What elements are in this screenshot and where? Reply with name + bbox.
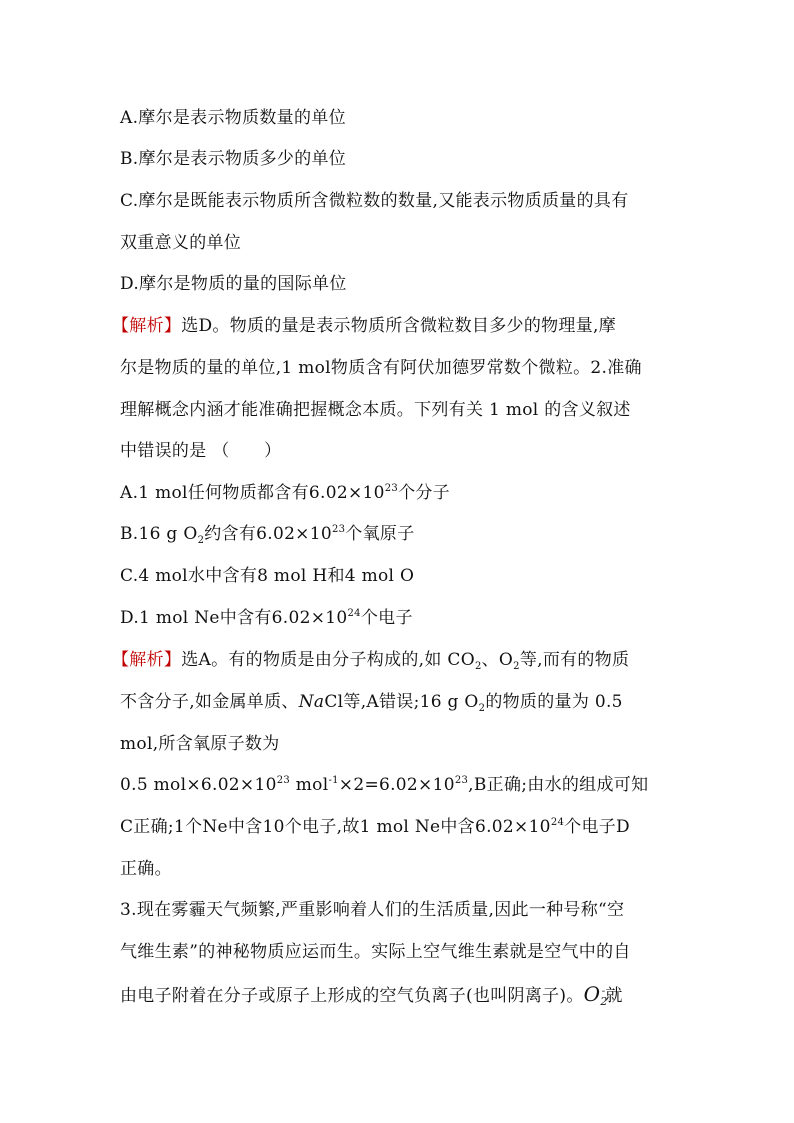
q2-option-d <box>120 606 680 630</box>
italic-text: Na <box>298 692 325 712</box>
q1-option-b: B.摩尔是表示物质多少的单位 <box>120 149 347 169</box>
text: ,B正确;由水的组成可知 <box>468 775 649 795</box>
text: 个氧原子 <box>345 524 415 544</box>
q2-analysis-line6: 正确。 <box>120 859 172 879</box>
text: 选A。有的物质是由分子构成的,如 CO <box>181 650 475 670</box>
exponent: 24 <box>550 817 565 828</box>
text: 、O <box>481 650 514 670</box>
exponent: 23 <box>276 775 291 786</box>
text: B.16 g O <box>120 524 198 544</box>
exponent: 23 <box>384 483 399 494</box>
formula-base: O <box>583 982 601 1006</box>
text: 的物质的量为 0.5 <box>485 692 623 712</box>
text: mol <box>290 775 329 795</box>
text: 0.5 mol×6.02×10 <box>120 775 277 795</box>
q1-analysis-line2: 尔是物质的量的单位,1 mol物质含有阿伏加德罗常数个微粒。2.准确 <box>120 358 642 378</box>
subscript: 2 <box>478 703 486 714</box>
q2-option-a <box>120 481 680 505</box>
q1-analysis-line4: 中错误的是 （ ） <box>120 441 282 461</box>
q3-line2: 气维生素”的神秘物质应运而生。实际上空气维生素就是空气中的自 <box>120 942 631 962</box>
q1-option-d: D.摩尔是物质的量的国际单位 <box>120 274 347 294</box>
exponent: 23 <box>454 775 469 786</box>
q2-analysis-line3: mol,所含氧原子数为 <box>120 734 280 754</box>
exponent: 24 <box>347 608 361 619</box>
q3-line1: 3.现在雾霾天气频繁,严重影响着人们的生活质量,因此一种号称“空 <box>120 900 625 920</box>
text: 等,而有的物质 <box>519 650 630 670</box>
q2-analysis-line5 <box>120 815 680 839</box>
exponent: 23 <box>331 524 346 535</box>
analysis-tag: 【解析】 <box>112 316 182 336</box>
text: 约含有6.02×10 <box>204 524 332 544</box>
q2-option-b <box>120 522 680 546</box>
text: 就 <box>605 986 623 1006</box>
q1-option-c-line1: C.摩尔是既能表示物质所含微粒数的数量,又能表示物质质量的具有 <box>120 191 629 211</box>
text: 个电子 <box>360 608 413 628</box>
q2-analysis-line2 <box>120 690 680 714</box>
q2-analysis-line4 <box>120 773 680 797</box>
q1-analysis-line1 <box>112 314 672 338</box>
text: Cl等,A错误;16 g O <box>324 692 479 712</box>
superoxide-formula <box>584 982 606 1006</box>
text: 个电子D <box>564 817 630 837</box>
text: 个分子 <box>398 483 450 503</box>
charge: - <box>601 986 606 997</box>
subscript: 2 <box>513 661 520 672</box>
subscript: 2 <box>600 995 608 1008</box>
subscript: 2 <box>474 661 482 672</box>
text: C正确;1个Ne中含10个电子,故1 mol Ne中含6.02×10 <box>120 817 551 837</box>
q3-line3 <box>120 982 680 1008</box>
analysis-tag: 【解析】 <box>112 650 182 670</box>
q2-option-c: C.4 mol水中含有8 mol H和4 mol O <box>120 566 415 586</box>
q2-analysis-line1 <box>112 648 672 672</box>
q1-option-a: A.摩尔是表示物质数量的单位 <box>120 108 346 128</box>
q1-option-c-line2: 双重意义的单位 <box>120 233 242 253</box>
text: D.1 mol Ne中含有6.02×10 <box>120 608 348 628</box>
text: 由电子附着在分子或原子上形成的空气负离子(也叫阴离子)。 <box>120 986 584 1006</box>
text: 不含分子,如金属单质、 <box>120 692 299 712</box>
q1-analysis-line3: 理解概念内涵才能准确把握概念本质。下列有关 1 mol 的含义叙述 <box>120 400 631 420</box>
analysis-text: 选D。物质的量是表示物质所含微粒数目多少的物理量,摩 <box>181 316 617 336</box>
text: A.1 mol任何物质都含有6.02×10 <box>120 483 385 503</box>
text: ×2=6.02×10 <box>338 775 455 795</box>
exponent: -1 <box>328 775 339 786</box>
subscript: 2 <box>197 535 205 546</box>
